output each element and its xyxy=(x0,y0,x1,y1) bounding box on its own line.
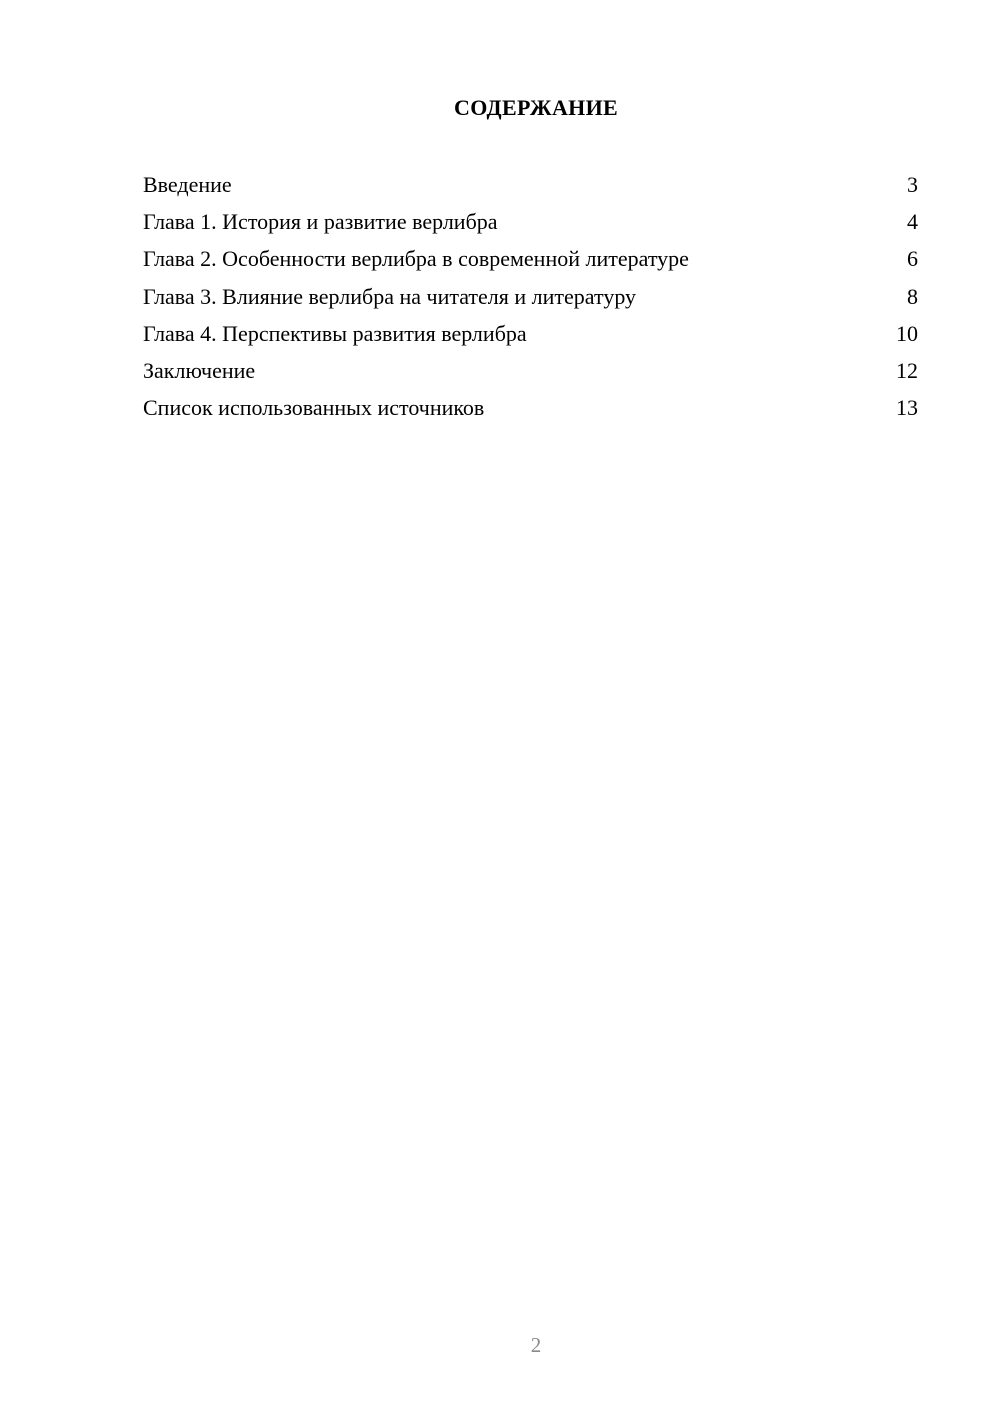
table-of-contents xyxy=(143,167,918,427)
toc-entry-title: Глава 4. Перспективы развития верлибра xyxy=(143,320,527,346)
toc-entry-page: 13 xyxy=(896,395,918,421)
toc-entry-page: 8 xyxy=(907,283,918,309)
toc-entry-conclusion xyxy=(143,353,918,390)
toc-entry-introduction xyxy=(143,167,918,204)
toc-entry-title: Заключение xyxy=(143,357,256,383)
toc-entry-chapter-1 xyxy=(143,204,918,241)
toc-entry-chapter-4 xyxy=(143,316,918,353)
toc-entry-page: 10 xyxy=(896,320,918,346)
toc-entry-page: 3 xyxy=(907,172,918,197)
toc-entry-title: Список использованных источников xyxy=(143,395,485,421)
toc-entry-references xyxy=(143,390,918,427)
toc-entry-title: Глава 1. История и развитие верлибра xyxy=(143,209,498,235)
toc-entry-page: 12 xyxy=(896,357,918,383)
page-number: 2 xyxy=(530,1333,542,1357)
toc-entry-chapter-2 xyxy=(143,241,918,278)
toc-entry-title: Введение xyxy=(143,172,232,197)
toc-entry-title: Глава 3. Влияние верлибра на читателя и литературу xyxy=(143,283,637,309)
toc-entry-page: 4 xyxy=(907,209,918,235)
toc-entry-chapter-3 xyxy=(143,279,918,316)
toc-entry-title: Глава 2. Особенности верлибра в современной литературе xyxy=(143,246,689,272)
page-title: СОДЕРЖАНИЕ xyxy=(454,95,618,120)
toc-entry-page: 6 xyxy=(907,246,918,272)
